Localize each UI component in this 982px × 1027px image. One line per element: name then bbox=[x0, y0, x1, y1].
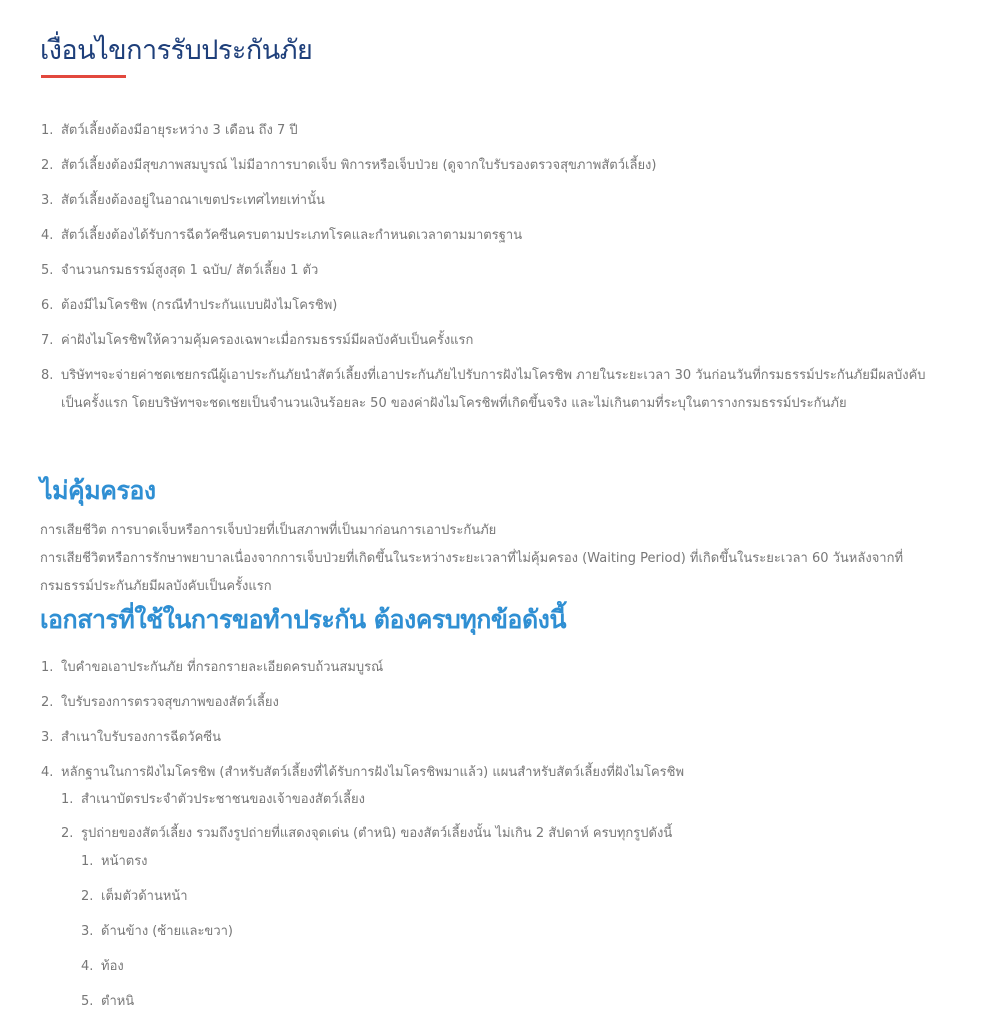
list-text: เต็มตัวด้านหน้า bbox=[101, 889, 188, 904]
list-item bbox=[41, 362, 946, 418]
list-text: สัตว์เลี้ยงต้องมีสุขภาพสมบูรณ์ ไม่มีอาการบาดเจ็บ พิการหรือเจ็บป่วย (ดูจากใบรับรองตรวจสุขภาพสัตว์เลี้ยง) bbox=[61, 158, 657, 173]
list-text: สัตว์เลี้ยงต้องอยู่ในอาณาเขตประเทศไทยเท่านั้น bbox=[61, 193, 325, 208]
list-item bbox=[81, 922, 941, 942]
list-text: ต้องมีไมโครชิพ (กรณีทำประกันแบบฝังไมโครชิพ) bbox=[61, 298, 338, 313]
photo-list bbox=[81, 852, 941, 1027]
title-underline bbox=[41, 75, 126, 78]
list-text: สำเนาบัตรประจำตัวประชาชนของเจ้าของสัตว์เลี้ยง bbox=[81, 792, 365, 807]
list-item bbox=[81, 992, 941, 1012]
list-text: ใบรับรองการตรวจสุขภาพของสัตว์เลี้ยง bbox=[61, 695, 279, 710]
list-number: 3. bbox=[81, 924, 94, 939]
list-number: 6. bbox=[41, 298, 54, 313]
list-number: 7. bbox=[41, 333, 54, 348]
list-number: 5. bbox=[41, 263, 54, 278]
list-number: 2. bbox=[81, 889, 94, 904]
list-number: 1. bbox=[61, 792, 74, 807]
list-number: 1. bbox=[41, 660, 54, 675]
list-number: 1. bbox=[81, 854, 94, 869]
list-text: ท้อง bbox=[101, 959, 124, 974]
list-text: สำเนาใบรับรองการฉีดวัคซีน bbox=[61, 730, 221, 745]
conditions-list bbox=[41, 121, 946, 433]
list-item bbox=[41, 191, 946, 211]
list-item bbox=[41, 693, 946, 713]
list-text: หลักฐานในการฝังไมโครชิพ (สำหรับสัตว์เลี้ยงที่ได้รับการฝังไมโครชิพมาแล้ว) แผนสำหรับสัตว์เลี้ยงที่ฝังไมโครชิพ bbox=[61, 765, 685, 780]
documents-list bbox=[41, 658, 946, 798]
list-text: ตำหนิ bbox=[101, 994, 135, 1009]
list-text: สัตว์เลี้ยงต้องได้รับการฉีดวัคซีนครบตามประเภทโรคและกำหนดเวลาตามมาตรฐาน bbox=[61, 228, 523, 243]
list-item bbox=[41, 728, 946, 748]
list-item bbox=[61, 824, 941, 844]
list-item bbox=[41, 658, 946, 678]
list-item bbox=[81, 957, 941, 977]
list-text: สัตว์เลี้ยงต้องมีอายุระหว่าง 3 เดือน ถึง 7 ปี bbox=[61, 123, 298, 138]
list-number: 3. bbox=[41, 193, 54, 208]
page-title: เงื่อนไขการรับประกันภัย bbox=[40, 35, 313, 66]
list-number: 4. bbox=[41, 765, 54, 780]
not-covered-line-2: การเสียชีวิตหรือการรักษาพยาบาลเนื่องจากการเจ็บป่วยที่เกิดขึ้นในระหว่างระยะเวลาที่ไม่คุ้มครอง (Waiting Period) ที่เกิดขึ้นในระยะเวลา 60 วันหลังจากที่กรมธรรม์ประกันภัยมีผลบังคับเป็นครั้งแรก bbox=[40, 551, 904, 594]
list-text: ค่าฝังไมโครชิพให้ความคุ้มครองเฉพาะเมื่อกรมธรรม์มีผลบังคับเป็นครั้งแรก bbox=[61, 333, 474, 348]
list-number: 1. bbox=[41, 123, 54, 138]
list-text: จำนวนกรมธรรม์สูงสุด 1 ฉบับ/ สัตว์เลี้ยง 1 ตัว bbox=[61, 263, 319, 278]
documents-sub-list bbox=[61, 790, 941, 859]
list-number: 3. bbox=[41, 730, 54, 745]
list-item bbox=[41, 763, 946, 783]
list-number: 2. bbox=[41, 158, 54, 173]
list-number: 5. bbox=[81, 994, 94, 1009]
list-item bbox=[41, 261, 946, 281]
list-item bbox=[41, 121, 946, 141]
list-item bbox=[41, 331, 946, 351]
not-covered-line-1: การเสียชีวิต การบาดเจ็บหรือการเจ็บป่วยที่เป็นสภาพที่เป็นมาก่อนการเอาประกันภัย bbox=[40, 523, 497, 538]
list-number: 8. bbox=[41, 368, 54, 383]
not-covered-heading: ไม่คุ้มครอง bbox=[40, 476, 156, 505]
list-item bbox=[41, 156, 946, 176]
list-item bbox=[41, 226, 946, 246]
list-item bbox=[81, 887, 941, 907]
list-text: ใบคำขอเอาประกันภัย ที่กรอกรายละเอียดครบถ้วนสมบูรณ์ bbox=[61, 660, 384, 675]
documents-heading: เอกสารที่ใช้ในการขอทำประกัน ต้องครบทุกข้อดังนี้ bbox=[40, 605, 566, 634]
list-item bbox=[81, 852, 941, 872]
list-number: 4. bbox=[81, 959, 94, 974]
list-number: 2. bbox=[41, 695, 54, 710]
list-number: 4. bbox=[41, 228, 54, 243]
list-item bbox=[41, 296, 946, 316]
list-number: 2. bbox=[61, 826, 74, 841]
list-text: บริษัทฯจะจ่ายค่าชดเชยกรณีผู้เอาประกันภัยนำสัตว์เลี้ยงที่เอาประกันภัยไปรับการฝังไมโครชิพ ภายในระยะเวลา 30 วันก่อนวันที่กรมธรรม์ประกันภัยมีผลบังคับเป็นครั้งแรก โดยบริษัทฯจะชดเชยเป็นจำนวนเงินร้อยละ 50 ของค่าฝังไมโครชิพที่เกิดขึ้นจริง และไม่เกินตามที่ระบุในตารางกรมธรรม์ประกันภัย bbox=[61, 368, 926, 411]
list-item bbox=[61, 790, 941, 810]
list-text: หน้าตรง bbox=[101, 854, 148, 869]
list-text: รูปถ่ายของสัตว์เลี้ยง รวมถึงรูปถ่ายที่แสดงจุดเด่น (ตำหนิ) ของสัตว์เลี้ยงนั้น ไม่เกิน 2 สัปดาห์ ครบทุกรูปดังนี้ bbox=[81, 826, 673, 841]
list-text: ด้านข้าง (ซ้ายและขวา) bbox=[101, 924, 233, 939]
